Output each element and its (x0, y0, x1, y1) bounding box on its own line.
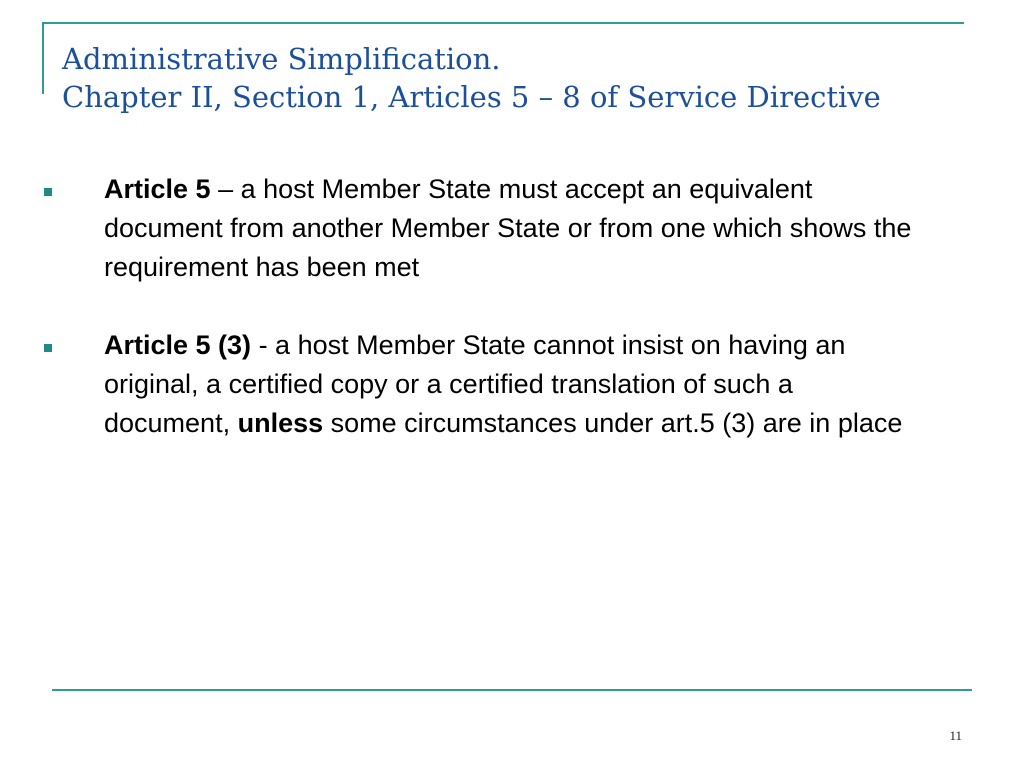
title-line-1: Administrative Simplification. (62, 42, 501, 76)
bullet-text: – a host Member State must accept an equivalent document from another Member State or from one which shows the requirement has been met (104, 174, 912, 282)
bullet-text-after: some circumstances under art.5 (3) are in place (323, 408, 903, 438)
bullet-emphasis: unless (237, 408, 324, 438)
bullet-label: Article 5 (3) (104, 330, 252, 360)
title-frame-top-rule (42, 22, 964, 24)
bullet-item-article-5-3 (0, 326, 1024, 443)
bullet-text-before: - a host Member State cannot insist on having an original, a certified copy or a certified translation of such a document, (104, 330, 846, 438)
square-bullet-icon (44, 344, 52, 352)
bullet-list (0, 170, 1024, 482)
bullet-item-article-5 (0, 170, 1024, 287)
footer-rule (52, 689, 972, 691)
slide-title (62, 40, 982, 116)
square-bullet-icon (44, 188, 52, 196)
title-line-2: Chapter II, Section 1, Articles 5 – 8 of Service Directive (62, 80, 881, 114)
page-number: 11 (949, 728, 962, 743)
bullet-label: Article 5 (104, 174, 211, 204)
title-frame-left-rule (42, 22, 44, 94)
